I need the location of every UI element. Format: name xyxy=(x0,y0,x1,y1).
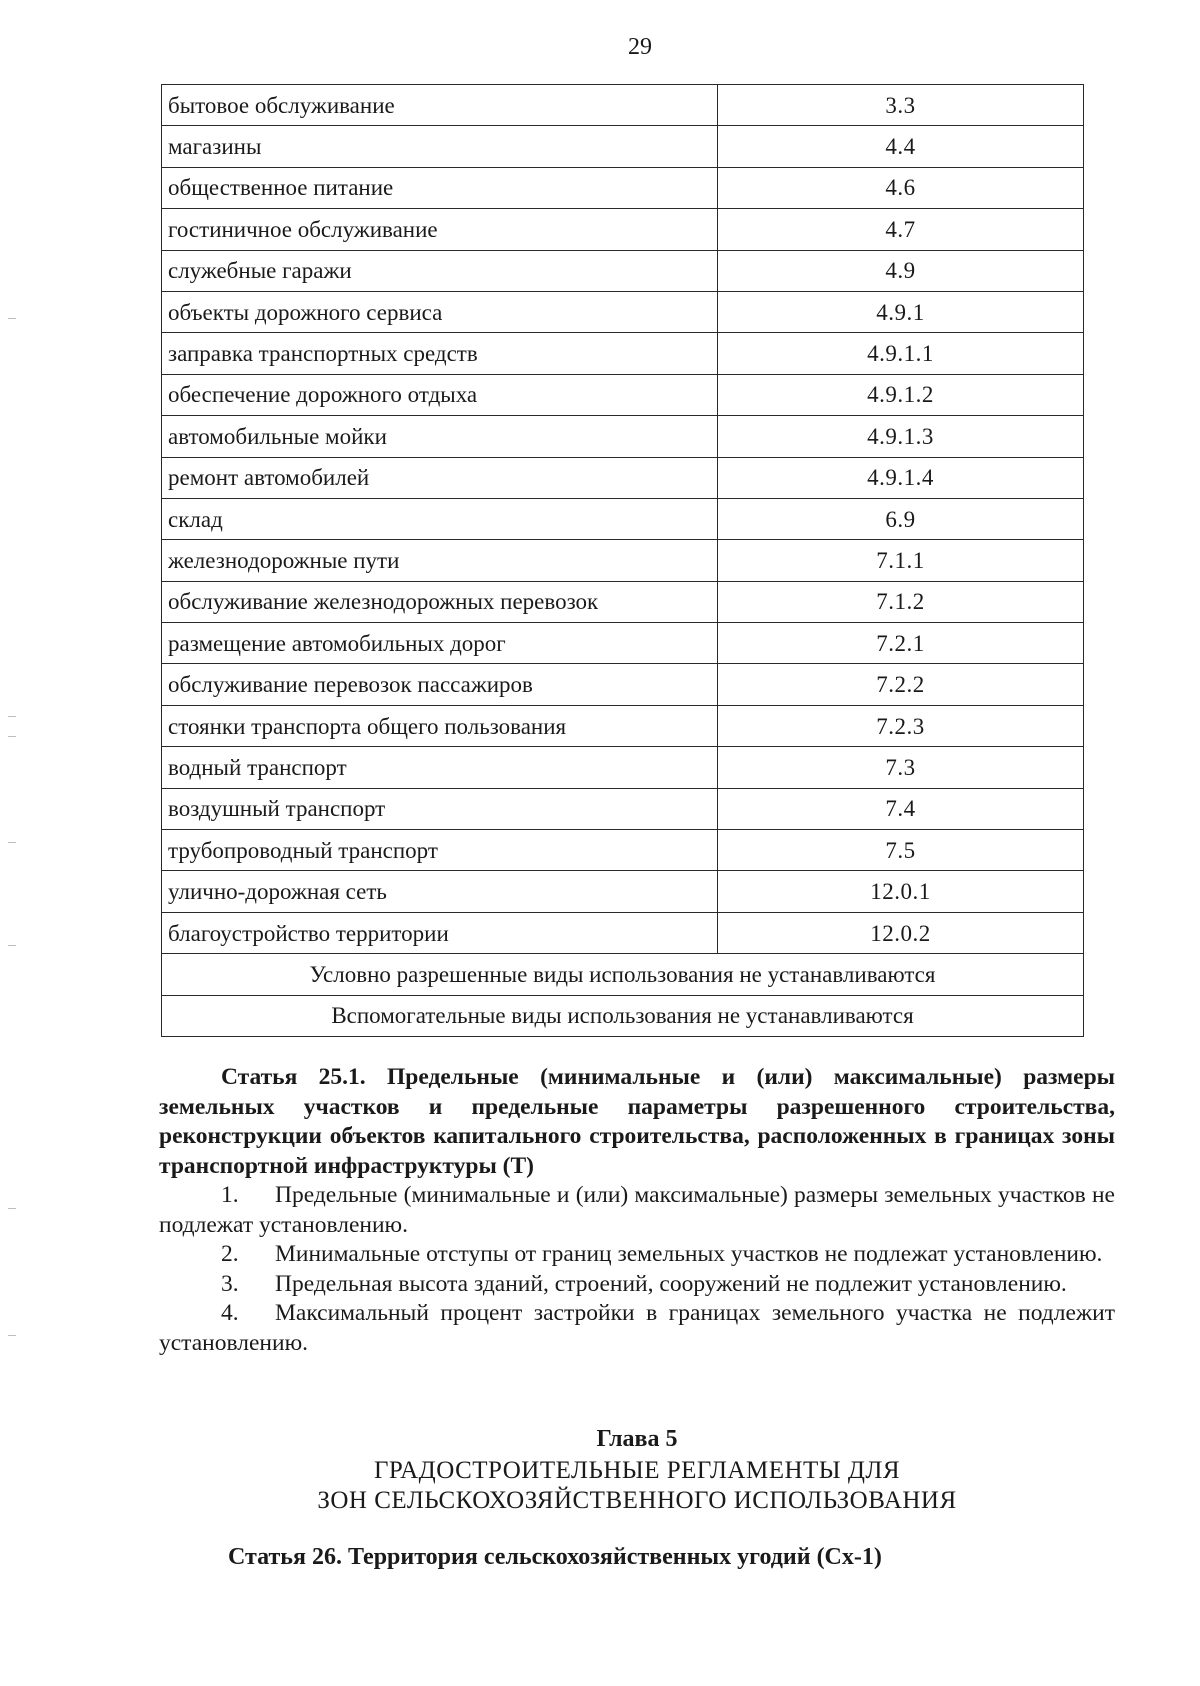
scan-edge-mark xyxy=(8,716,16,717)
land-use-code: 7.1.1 xyxy=(718,540,1084,581)
table-row xyxy=(162,830,1084,871)
table-note-row xyxy=(162,995,1084,1036)
land-use-code: 7.2.2 xyxy=(718,664,1084,705)
land-use-name: трубопроводный транспорт xyxy=(162,830,718,871)
table-body xyxy=(162,85,1084,1037)
land-use-name: заправка транспортных средств xyxy=(162,333,718,374)
table-row xyxy=(162,374,1084,415)
chapter-title xyxy=(159,1456,1115,1516)
land-use-code: 7.2.3 xyxy=(718,705,1084,746)
table-row xyxy=(162,540,1084,581)
land-use-name: улично-дорожная сеть xyxy=(162,871,718,912)
land-use-code: 4.9.1 xyxy=(718,291,1084,332)
clause-text: Максимальный процент застройки в границах земельного участка не подлежит установлению. xyxy=(159,1300,1115,1356)
land-use-code: 4.7 xyxy=(718,209,1084,250)
scan-edge-mark xyxy=(8,318,16,319)
table-row xyxy=(162,167,1084,208)
land-use-name: воздушный транспорт xyxy=(162,788,718,829)
land-use-name: автомобильные мойки xyxy=(162,416,718,457)
land-use-code: 4.9 xyxy=(718,250,1084,291)
scan-edge-mark xyxy=(8,842,16,843)
table-row xyxy=(162,209,1084,250)
table-row xyxy=(162,664,1084,705)
land-use-code: 4.9.1.4 xyxy=(718,457,1084,498)
auxiliary-note: Вспомогательные виды использования не устанавливаются xyxy=(162,995,1084,1036)
clause-4 xyxy=(159,1299,1115,1358)
land-use-name: ремонт автомобилей xyxy=(162,457,718,498)
page-number: 29 xyxy=(628,34,652,60)
land-use-code: 4.9.1.3 xyxy=(718,416,1084,457)
clause-text: Минимальные отступы от границ земельных участков не подлежат установлению. xyxy=(275,1241,1103,1267)
clause-number: 2. xyxy=(221,1241,239,1267)
scan-edge-mark xyxy=(8,1208,16,1209)
table-note-row xyxy=(162,954,1084,995)
article-26-heading: Статья 26. Территория сельскохозяйственных угодий (Сх-1) xyxy=(228,1544,882,1570)
land-use-name: обслуживание перевозок пассажиров xyxy=(162,664,718,705)
chapter-title-line-1: ГРАДОСТРОИТЕЛЬНЫЕ РЕГЛАМЕНТЫ ДЛЯ xyxy=(373,1457,901,1484)
land-use-name: водный транспорт xyxy=(162,747,718,788)
clause-text: Предельная высота зданий, строений, сооружений не подлежит установлению. xyxy=(275,1270,1067,1297)
land-use-code: 4.9.1.1 xyxy=(718,333,1084,374)
land-use-name: магазины xyxy=(162,126,718,167)
table-row xyxy=(162,498,1084,539)
land-use-name: обеспечение дорожного отдыха xyxy=(162,374,718,415)
land-use-code: 7.2.1 xyxy=(718,623,1084,664)
clause-number: 3. xyxy=(221,1270,239,1297)
land-use-code: 7.1.2 xyxy=(718,581,1084,622)
chapter-label: Глава 5 xyxy=(596,1426,678,1452)
table-row xyxy=(162,457,1084,498)
land-use-name: служебные гаражи xyxy=(162,250,718,291)
land-use-name: размещение автомобильных дорог xyxy=(162,623,718,664)
table-row xyxy=(162,126,1084,167)
land-use-code: 12.0.1 xyxy=(718,871,1084,912)
land-use-name: обслуживание железнодорожных перевозок xyxy=(162,581,718,622)
conditional-note: Условно разрешенные виды использования не устанавливаются xyxy=(162,954,1084,995)
land-use-code: 3.3 xyxy=(718,85,1084,126)
land-use-name: склад xyxy=(162,498,718,539)
land-use-code: 7.3 xyxy=(718,747,1084,788)
table-row xyxy=(162,333,1084,374)
scan-edge-mark xyxy=(8,945,16,946)
clause-3 xyxy=(159,1270,1115,1300)
table-row xyxy=(162,85,1084,126)
land-use-name: железнодорожные пути xyxy=(162,540,718,581)
table-row xyxy=(162,250,1084,291)
table-row xyxy=(162,871,1084,912)
land-use-name: гостиничное обслуживание xyxy=(162,209,718,250)
land-use-code: 6.9 xyxy=(718,498,1084,539)
clause-text: Предельные (минимальные и (или) максимальные) размеры земельных участков не подлежат установлению. xyxy=(159,1182,1115,1238)
clause-1 xyxy=(159,1181,1115,1240)
land-use-code: 7.4 xyxy=(718,788,1084,829)
table-row xyxy=(162,912,1084,953)
land-use-code: 4.9.1.2 xyxy=(718,374,1084,415)
land-use-code: 4.4 xyxy=(718,126,1084,167)
table-row xyxy=(162,705,1084,746)
land-use-name: благоустройство территории xyxy=(162,912,718,953)
table-row xyxy=(162,623,1084,664)
chapter-title-line-2: ЗОН СЕЛЬСКОХОЗЯЙСТВЕННОГО ИСПОЛЬЗОВАНИЯ xyxy=(317,1487,957,1514)
clause-2 xyxy=(159,1240,1115,1270)
land-use-code: 12.0.2 xyxy=(718,912,1084,953)
scan-edge-mark xyxy=(8,1335,16,1336)
land-use-name: стоянки транспорта общего пользования xyxy=(162,705,718,746)
land-use-code: 4.6 xyxy=(718,167,1084,208)
table-row xyxy=(162,291,1084,332)
table-row xyxy=(162,747,1084,788)
land-use-name: общественное питание xyxy=(162,167,718,208)
land-use-code: 7.5 xyxy=(718,830,1084,871)
land-use-table xyxy=(161,84,1084,1037)
clause-number: 1. xyxy=(221,1182,239,1208)
land-use-name: объекты дорожного сервиса xyxy=(162,291,718,332)
table-row xyxy=(162,416,1084,457)
scan-edge-mark xyxy=(8,736,16,737)
land-use-name: бытовое обслуживание xyxy=(162,85,718,126)
clause-number: 4. xyxy=(221,1300,239,1326)
article-25-1 xyxy=(159,1063,1115,1358)
article-25-1-heading: Статья 25.1. Предельные (минимальные и (или) максимальные) размеры земельных участков и предельные параметры разрешенного строительства, реконструкции объектов капитального строительства, расположенных в границах зоны транспортной инфраструктуры (Т) xyxy=(159,1064,1115,1179)
table-row xyxy=(162,581,1084,622)
table-row xyxy=(162,788,1084,829)
